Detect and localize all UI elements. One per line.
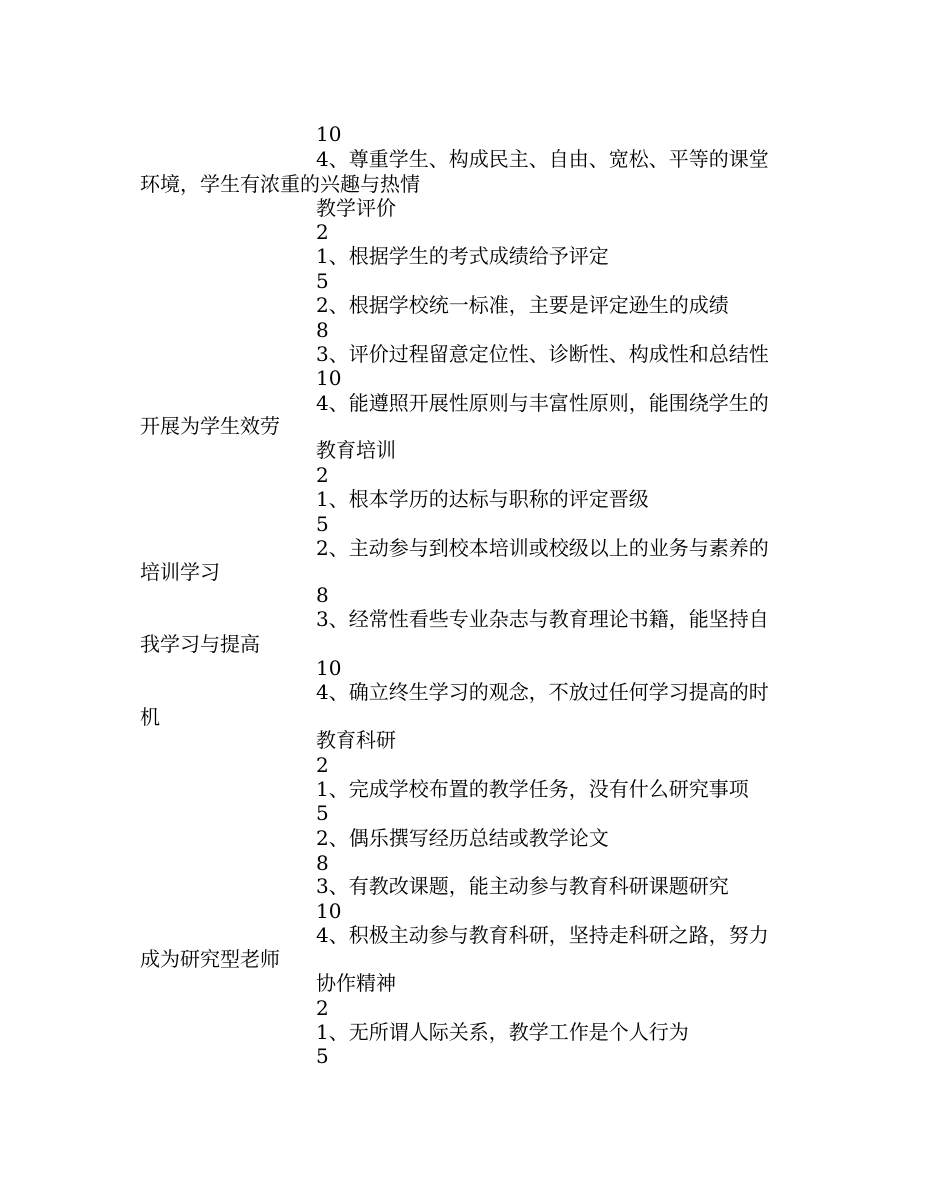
criterion-line: 2、根据学校统一标准，主要是评定逊生的成绩: [316, 293, 729, 317]
criterion-continuation-line: 环境，学生有浓重的兴趣与热情: [140, 172, 420, 196]
score-line: 8: [316, 583, 329, 607]
criterion-line: 3、评价过程留意定位性、诊断性、构成性和总结性: [316, 342, 769, 366]
criterion-continuation-line: 开展为学生效劳: [140, 414, 280, 438]
score-line: 2: [316, 463, 329, 487]
score-line: 5: [316, 1044, 329, 1068]
criterion-continuation-line: 培训学习: [140, 560, 220, 584]
criterion-line: 1、根本学历的达标与职称的评定晋级: [316, 487, 649, 511]
criterion-continuation-line: 机: [140, 705, 160, 729]
score-line: 10: [316, 366, 342, 390]
section-heading: 教育培训: [316, 438, 396, 462]
score-line: 5: [316, 269, 329, 293]
criterion-line: 4、确立终生学习的观念，不放过任何学习提高的时: [316, 680, 769, 704]
criterion-line: 2、主动参与到校本培训或校级以上的业务与素养的: [316, 536, 769, 560]
score-line: 8: [316, 318, 329, 342]
score-line: 2: [316, 220, 329, 244]
section-heading: 教育科研: [316, 728, 396, 752]
score-line: 5: [316, 512, 329, 536]
criterion-line: 3、有教改课题，能主动参与教育科研课题研究: [316, 874, 729, 898]
criterion-line: 3、经常性看些专业杂志与教育理论书籍，能坚持自: [316, 607, 769, 631]
section-heading: 教学评价: [316, 196, 396, 220]
criterion-line: 1、根据学生的考式成绩给予评定: [316, 244, 609, 268]
criterion-continuation-line: 成为研究型老师: [140, 947, 280, 971]
score-line: 5: [316, 801, 329, 825]
criterion-line: 2、偶乐撰写经历总结或教学论文: [316, 826, 609, 850]
criterion-line: 1、无所谓人际关系，教学工作是个人行为: [316, 1020, 689, 1044]
criterion-continuation-line: 我学习与提高: [140, 632, 260, 656]
score-line: 2: [316, 753, 329, 777]
score-line: 10: [316, 656, 342, 680]
criterion-line: 4、能遵照开展性原则与丰富性原则，能围绕学生的: [316, 391, 769, 415]
criterion-line: 4、尊重学生、构成民主、自由、宽松、平等的课堂: [316, 147, 769, 171]
criterion-line: 1、完成学校布置的教学任务，没有什么研究事项: [316, 777, 749, 801]
score-line: 8: [316, 851, 329, 875]
criterion-line: 4、积极主动参与教育科研，坚持走科研之路，努力: [316, 923, 769, 947]
score-line: 2: [316, 996, 329, 1020]
score-line: 10: [316, 899, 342, 923]
score-line: 10: [316, 122, 342, 146]
section-heading: 协作精神: [316, 971, 396, 995]
